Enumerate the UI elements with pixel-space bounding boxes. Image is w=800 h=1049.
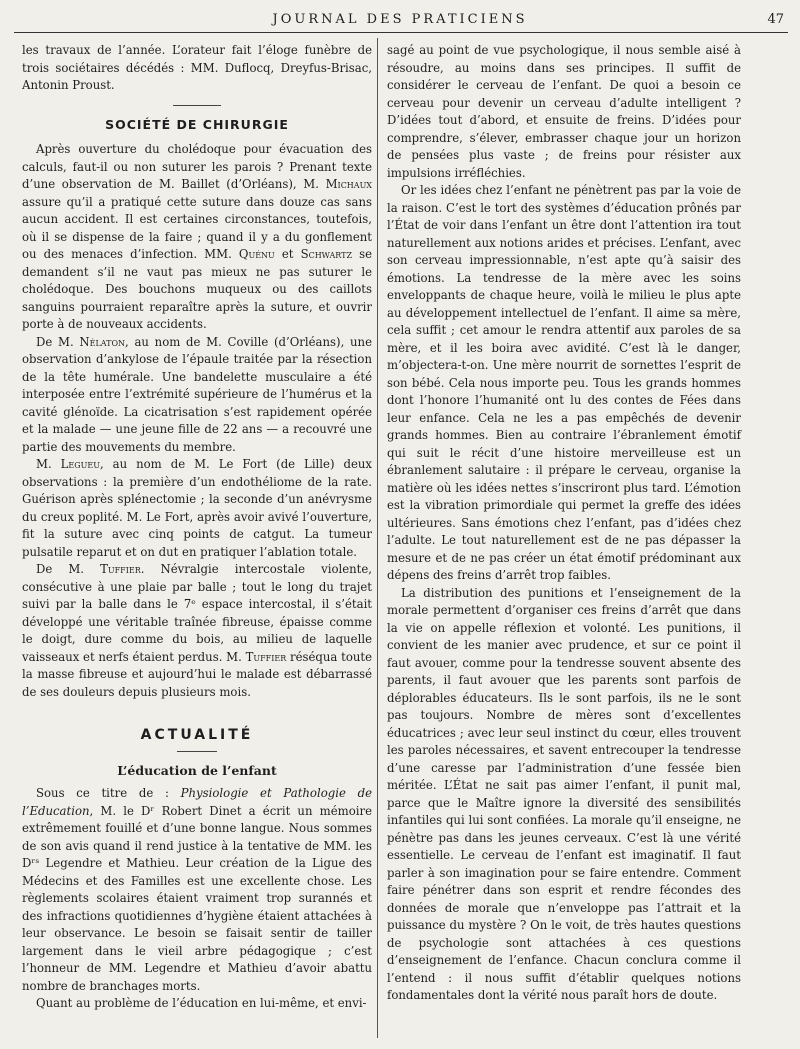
author-name: Tuffier bbox=[245, 649, 287, 664]
running-head bbox=[0, 6, 800, 32]
paragraph-ankylose: De M. Nélaton, au nom de M. Coville (d’Orléans), une observation d’ankylose de l’épaule traitée par la résection de la tête humérale. Une bandelette musculaire a été interposée entre l’extrémité supérieure de l’humérus et la cavité glénoïde. La cicatrisation s’est rapidement opérée et la malade — une jeune fille de 22 ans — a recouvré une partie des mouvements du membre. bbox=[22, 334, 372, 454]
section-title-actualite: ACTUALITÉ bbox=[140, 727, 254, 743]
carryover-paragraph: les travaux de l’année. L’orateur fait l’éloge funèbre de trois sociétaires décédés : MM. Duflocq, Dreyfus-Brisac, Antonin Proust. bbox=[22, 43, 372, 92]
author-name: Michaux bbox=[325, 177, 373, 191]
left-column bbox=[22, 42, 372, 1013]
paragraph-choledoque: Après ouverture du cholédoque pour évacuation des calculs, faut-il ou non suturer les parois ? Prenant texte d’une observation de M. Baillet (d’Orléans), M. Michaux assure qu’il a pratiqué cette suture dans douze cas sans aucun accident. Il est certaines circonstances, toutefois, où il se dispense de la faire ; quand il y a du gonflement ou des menaces d’infection. MM. Quénu et Schwartz se demandent s’il ne vaut pas mieux ne pas suturer le cholédoque. Des bouchons muqueux ou des caillots sanguins pourraient reparaître après la suture, et ouvrir porte à de nouveaux accidents. bbox=[22, 142, 373, 331]
paragraph-punitions: La distribution des punitions et l’enseignement de la morale permettent d’organiser ces freins d’arrêt que dans la vie on appelle réflexion et volonté. Les punitions, il convient de les manier avec prudence, et sur ce point il faut avouer, comme pour la tendresse souvent absente des parents, il faut avouer que les parents sont parfois de déplorables éducateurs. Ils le sont parfois, ils ne le sont pas toujours. Nombre de mères sont d’excellentes éducatrices ; avec leur seul instinct du cœur, elles trouvent les paroles nécessaires, et savent entrecouper la tendresse d’une caresse par l’administration d’une fessée bien méritée. L’État ne sait pas aimer l’enfant, il punit mal, parce que le Maître ignore la diversité des sensibilités infantiles qui lui sont confiées. La morale qu’il enseigne, ne pénètre pas dans les jeunes cerveaux. C’est là une vérité essentielle. Le cerveau de l’enfant est imaginatif. Il faut parler à son imagination pour se faire entendre. Comment faire pénétrer dans son esprit et rendre fécondes des données de morale que n’enveloppe pas l’attrait et la puissance du mystère ? On le voit, de très hautes questions de psychologie sont attachées à ces questions d’enseignement de l’enfance. Chacun conclura comme il l’entend : il nous suffit d’établir quelques notions fondamentales dont la vérité nous paraît hors de doute. bbox=[387, 585, 741, 1002]
section-separator bbox=[173, 105, 221, 106]
section-title-chirurgie: SOCIÉTÉ DE CHIRURGIE bbox=[105, 116, 289, 132]
right-column bbox=[387, 42, 741, 1005]
column-divider bbox=[377, 38, 378, 1038]
article-title: L’éducation de l’enfant bbox=[117, 762, 277, 778]
author-name: Nélaton bbox=[79, 334, 126, 349]
paragraph-emotions: Or les idées chez l’enfant ne pénètrent pas par la voie de la raison. C’est le tort des systèmes d’éducation prônés par l’État de voir dans l’enfant un être dont l’attention ira tout naturellement aux notions arides et précises. L’enfant, avec son cerveau impressionnable, n’est apte qu’à saisir des émotions. La tendresse de la mère avec les soins enveloppants de chaque heure, voilà le milieu le plus apte au développement intellectuel de l’enfant. Il aime sa mère, cela suffit ; cet amour le rendra attentif aux paroles de sa mère, et il les boira avec avidité. C’est là le danger, m’objectera-t-on. Une mère nourrit de sornettes l’esprit de son bébé. Cela nous importe peu. Tous les grands hommes dont l’honore l’humanité ont lu des contes de Fées dans leur enfance. Cela ne les a pas empêchés de devenir grands hommes. Bien au contraire l’ébranlement émotif qui suit le récit d’une histoire merveilleuse est un ébranlement salutaire : il prépare le cerveau, organise la matière où les idées nettes s’inscriront plus tard. L’émotion est la vibration primordiale qui permet la greffe des idées ultérieures. Sans émotions chez l’enfant, pas d’idées chez l’adulte. Le tout naturellement est de ne pas dépasser la mesure et de ne pas créer un état émotif prédominant aux dépens des freins d’arrêt trop faibles. bbox=[387, 183, 741, 582]
paragraph-education-intro: Sous ce titre de : Physiologie et Pathologie de l’Education, M. le Dʳ Robert Dinet a écrit un mémoire extrêmement fouillé et d’une bonne langue. Nous sommes de son avis quand il rend justice à la tentative de MM. les Dʳˢ Legendre et Mathieu. Leur création de la Ligue des Médecins et des Familles est une excellente chose. Les règlements scolaires étaient vraiment trop surannés et des infractions quotidiennes d’hygiène étaient attachées à leur observance. Le besoin se faisait sentir de tailler largement dans le vieil arbre pédagogique ; c’est l’honneur de MM. Legendre et Mathieu d’avoir abattu nombre de branchages morts. bbox=[22, 786, 373, 993]
header-rule bbox=[14, 32, 788, 33]
running-title: JOURNAL DES PRATICIENS bbox=[272, 12, 528, 27]
book-title: Physiologie et Pathologie de l’Education bbox=[22, 786, 373, 818]
page-number: 47 bbox=[767, 12, 784, 27]
author-name: Quénu bbox=[238, 247, 275, 261]
author-name: Schwartz bbox=[300, 247, 353, 261]
paragraph-education-problem: Quant au problème de l’éducation en lui-même, et envi- bbox=[36, 996, 367, 1010]
paragraph-nevralgie: De M. Tuffier. Névralgie intercostale violente, consécutive à une plaie par balle ; tout le long du trajet suivi par la balle dans le 7ᵉ espace intercostal, il s’était développé une véritable traînée fibreuse, épaisse comme le doigt, dure comme du bois, au milieu de laquelle vaisseaux et nerfs étaient perdus. M. Tuffier réséqua toute la masse fibreuse et aujourd’hui le malade est débarrassé de ses douleurs depuis plusieurs mois. bbox=[22, 562, 373, 699]
author-name: Tuffier bbox=[100, 562, 141, 576]
paragraph-cerveau: sagé au point de vue psychologique, il nous semble aisé à résoudre, au moins dans ses principes. Il suffit de considérer le cerveau de l’enfant. De quoi a besoin ce cerveau pour devenir un cerveau d’adulte intelligent ? D’idées tout d’abord, et ensuite de freins. D’idées pour comprendre, s’élever, embrasser chaque jour un horizon de pensées plus vaste ; de freins pour résister aux impulsions irréfléchies. bbox=[387, 43, 741, 180]
section-separator bbox=[177, 751, 217, 752]
author-name: Legueu bbox=[60, 457, 100, 471]
paragraph-endotheliome: M. Legueu, au nom de M. Le Fort (de Lille) deux observations : la première d’un endothéliome de la rate. Guérison après splénectomie ; la seconde d’un anévrysme du creux poplité. M. Le Fort, après avoir avivé l’ouverture, fit la suture avec cinq points de catgut. La tumeur pulsatile reparut et on dut en pratiquer l’ablation totale. bbox=[22, 457, 372, 559]
